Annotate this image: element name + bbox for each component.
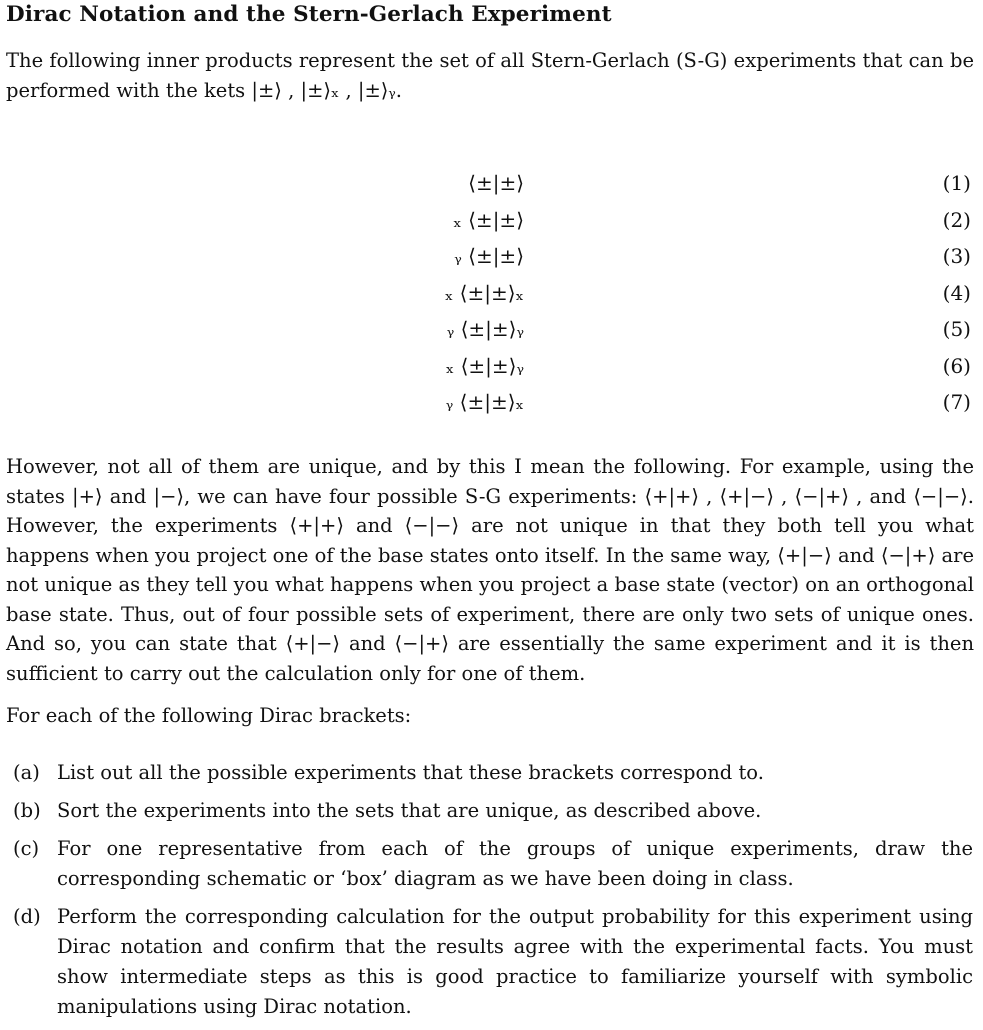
equation-number: (3)	[942, 244, 971, 268]
list-item	[0, 758, 983, 788]
equation-expression: ₓ ⟨±|±⟩ₓ	[444, 280, 524, 305]
task-list	[0, 758, 983, 1030]
equation-expression: ⟨±|±⟩	[468, 171, 524, 195]
equation-row	[0, 208, 983, 245]
item-text: Perform the corresponding calculation for the output probability for this experiment using Dirac notation and confirm that the results agree with the experimental facts. You must show intermediate steps as this is good practice to familiarize yourself with symbolic manipulations using Dirac notation.	[57, 905, 973, 1018]
equation-list	[0, 171, 983, 427]
list-item	[0, 834, 983, 894]
equation-number: (4)	[942, 280, 971, 305]
equation-row	[0, 171, 983, 208]
equation-row	[0, 354, 983, 391]
explanation-paragraph: However, not all of them are unique, and by this I mean the following. For example, using the states |+⟩ and |−⟩, we can have four possible S-G experiments: ⟨+|+⟩ , ⟨+|−⟩ , ⟨−|+⟩ , and ⟨−|−⟩. However, the experiments ⟨+|+⟩ and ⟨−|−⟩ are not unique in that they both tell you what happens when you project one of the base states onto itself. In the same way, ⟨+|−⟩ and ⟨−|+⟩ are not unique as they tell you what happens when you project a base state (vector) on an orthogonal base state. Thus, out of four possible sets of experiment, there are only two sets of unique ones. And so, you can state that ⟨+|−⟩ and ⟨−|+⟩ are essentially the same experiment and it is then sufficient to carry out the calculation only for one of them.	[6, 455, 974, 685]
equation-expression: ₓ ⟨±|±⟩	[453, 207, 524, 232]
item-text: For one representative from each of the groups of unique experiments, draw the corresponding schematic or ‘box’ diagram as we have been doing in class.	[57, 837, 973, 890]
equation-number: (2)	[942, 207, 971, 232]
equation-row	[0, 317, 983, 354]
item-label: (b)	[13, 799, 41, 822]
item-label: (d)	[13, 905, 41, 928]
equation-expression: ᵧ ⟨±|±⟩	[454, 244, 524, 268]
page-title: Dirac Notation and the Stern-Gerlach Experiment	[6, 2, 612, 27]
intro-paragraph: The following inner products represent the set of all Stern-Gerlach (S-G) experiments that can be performed with the kets |±⟩ , |±⟩ₓ , |±⟩ᵧ.	[6, 49, 974, 102]
equation-number: (7)	[942, 390, 971, 414]
equation-number: (1)	[942, 171, 971, 195]
equation-number: (5)	[942, 317, 971, 341]
equation-expression: ᵧ ⟨±|±⟩ₓ	[445, 390, 524, 414]
list-item	[0, 902, 983, 1022]
instruction-lead: For each of the following Dirac brackets:	[6, 704, 412, 727]
list-item	[0, 796, 983, 826]
equation-row	[0, 390, 983, 427]
equation-row	[0, 281, 983, 318]
item-label: (a)	[13, 761, 40, 784]
equation-expression: ᵧ ⟨±|±⟩ᵧ	[446, 317, 524, 341]
item-text: Sort the experiments into the sets that are unique, as described above.	[57, 799, 762, 822]
item-label: (c)	[13, 837, 40, 860]
equation-number: (6)	[942, 353, 971, 378]
item-text: List out all the possible experiments that these brackets correspond to.	[57, 761, 764, 784]
equation-expression: ₓ ⟨±|±⟩ᵧ	[445, 353, 524, 378]
equation-row	[0, 244, 983, 281]
